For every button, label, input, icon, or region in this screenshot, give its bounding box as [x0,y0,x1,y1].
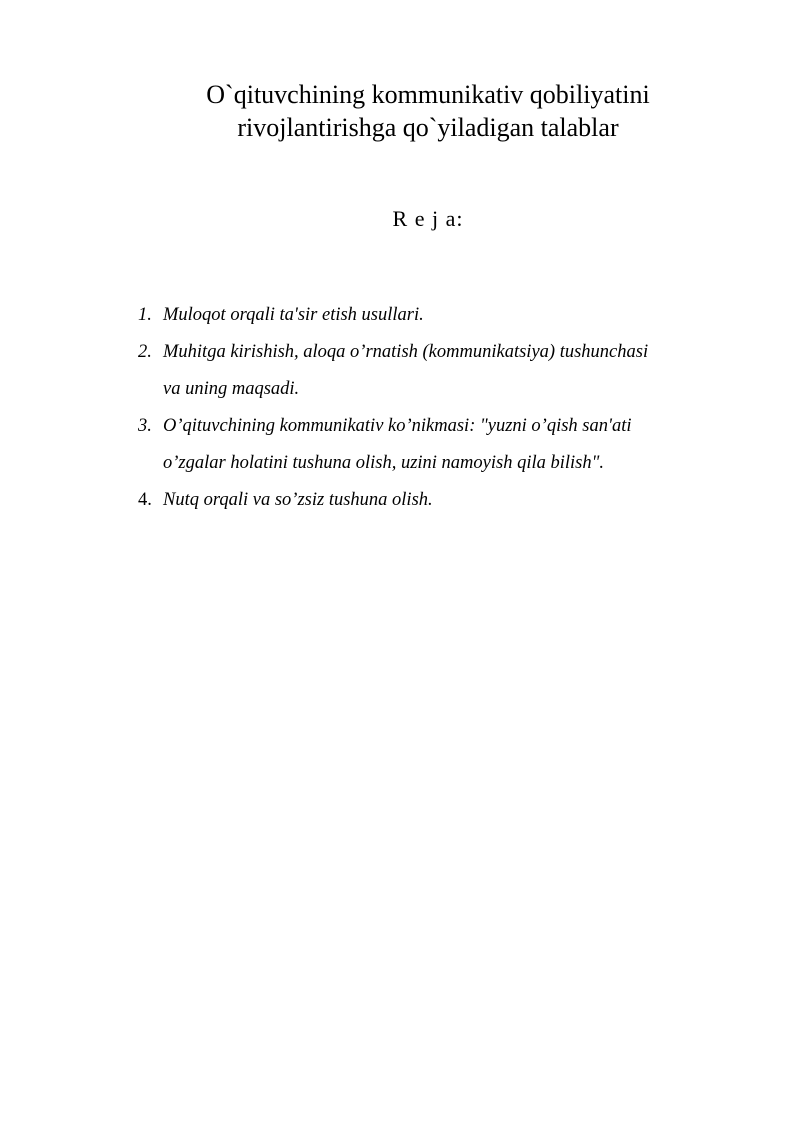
plan-item-line: Nutq orqali va so’zsiz tushuna olish. [163,490,433,510]
plan-item-line: va uning maqsadi. [163,379,300,399]
plan-item-4 [138,482,758,519]
plan-item-line: Muhitga kirishish, aloqa o’rnatish (kommunikatsiya) tushunchasi [163,342,649,362]
plan-item-2 [138,334,758,408]
document-title [100,78,756,144]
plan-item-line: Muloqot orqali ta'sir etish usullari. [163,305,424,325]
plan-item-number: 2. [138,342,152,362]
plan-item-text [163,297,758,334]
plan-heading: R e j a: [392,206,464,231]
plan-item-line: O’qituvchining kommunikativ ko’nikmasi: "yuzni o’qish san'ati [163,416,632,436]
plan-item-1 [138,297,758,334]
plan-item-line: o’zgalar holatini tushuna olish, uzini namoyish qila bilish". [163,453,605,473]
plan-item-text [163,408,758,482]
plan-item-number: 1. [138,305,152,325]
document-title-line-2: rivojlantirishga qo`yiladigan talablar [237,113,619,142]
document-title-line-1: O`qituvchining kommunikativ qobiliyatini [206,80,650,109]
plan-item-number: 3. [138,416,152,436]
plan-item-text [163,482,758,519]
plan-item-3 [138,408,758,482]
plan-item-number: 4. [138,490,152,510]
plan-list [138,297,758,519]
plan-item-text [163,334,758,408]
